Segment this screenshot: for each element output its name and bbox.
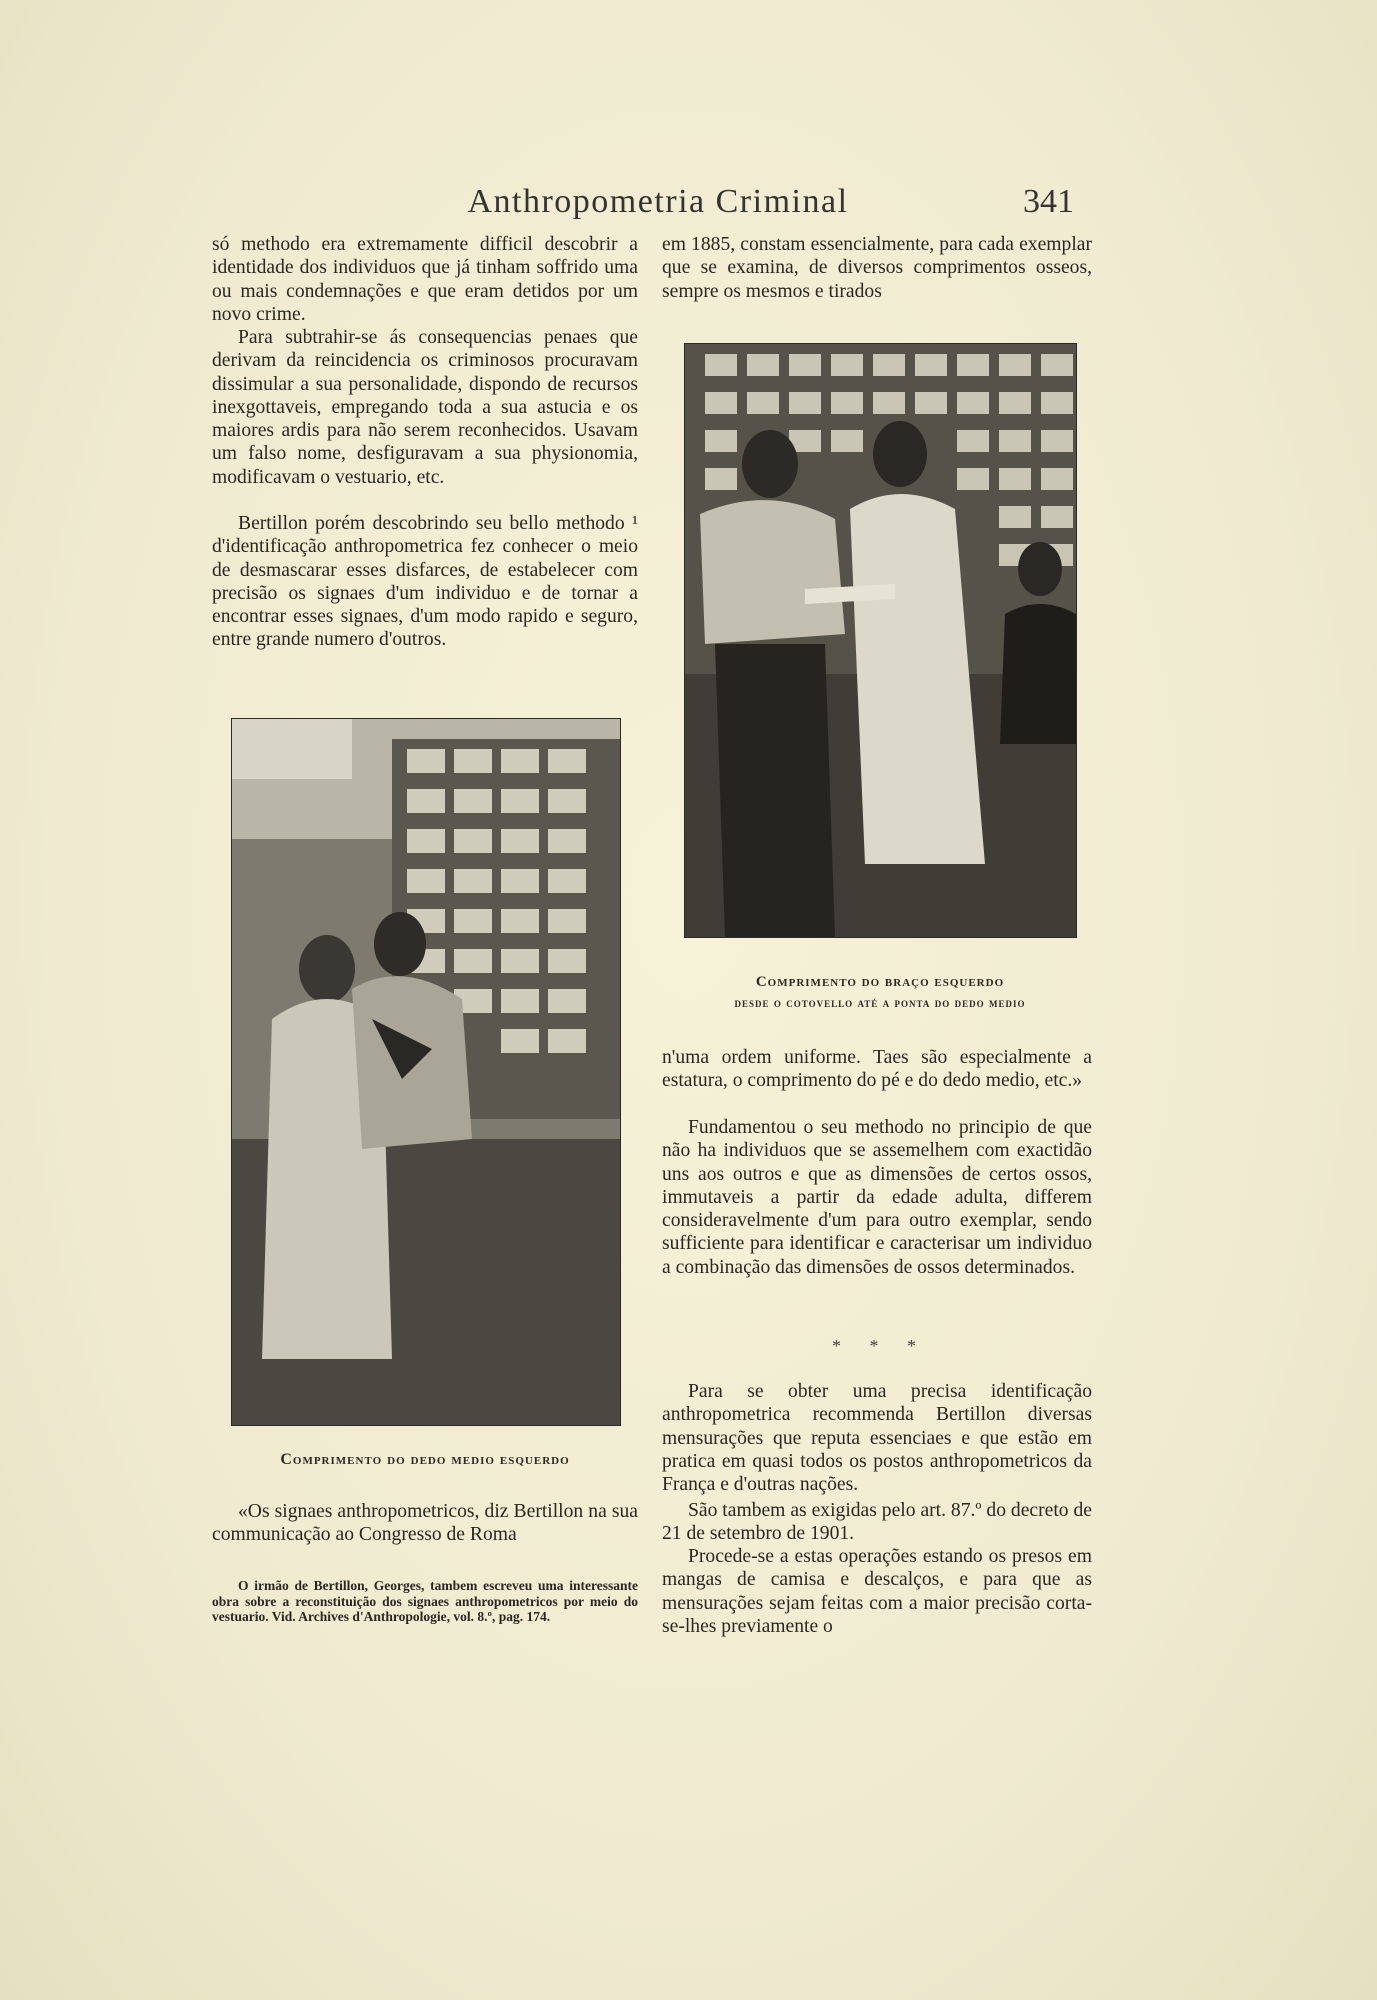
left-paragraph-1: só methodo era extremamente difficil descobrir a identidade dos individuos que já tinham soffrido uma ou mais condemnações e que eram detidos por um novo crime. [212,234,638,325]
right-paragraph-6: Procede-se a estas operações estando os presos em mangas de camisa e descalços, e para que as mensurações sejam feitas com a maior precisão corta-se-lhes previamente o [662,1546,1092,1637]
section-ornament: * * * [832,1336,928,1356]
right-paragraph-4: Para se obter uma precisa identificação anthropometrica recommenda Bertillon diversas mensurações que reputa essenciaes e que estão em pratica em quasi todos os postos anthropometricos da França e d'outras nações. [662,1381,1092,1496]
left-photo-caption: Comprimento do dedo medio esquerdo [280,1451,570,1468]
right-photo-caption-line-1: Comprimento do braço esquerdo [755,974,1005,990]
running-header: Anthropometria Criminal [467,183,849,220]
photo-finger-measurement-image [232,719,620,1425]
right-paragraph-2: n'uma ordem uniforme. Taes são especialmente a estatura, o comprimento do pé e do dedo medio, etc.» [662,1047,1092,1092]
page-number: 341 [1023,183,1074,220]
footnote: O irmão de Bertillon, Georges, tambem escreveu uma interessante obra sobre a reconstituição dos signaes anthropometricos por meio do vestuario. Vid. Archives d'Anthropologie, vol. 8.º, pag. 174. [212,1578,638,1624]
right-photo-caption-line-2: desde o cotovello até a ponta do dedo medio [734,995,1026,1010]
left-paragraph-4: «Os signaes anthropometricos, diz Bertillon na sua communicação ao Congresso de Roma [212,1501,638,1546]
right-paragraph-5: São tambem as exigidas pelo art. 87.º do decreto de 21 de setembro de 1901. [662,1500,1092,1545]
left-paragraph-2: Para subtrahir-se ás consequencias penaes que derivam da reincidencia os criminosos procuravam dissimular a sua personalidade, dispondo de recursos inexgottaveis, empregando toda a sua astucia e os maiores ardis para não serem reconhecidos. Usavam um falso nome, desfiguravam a sua physionomia, modificavam o vestuario, etc. [212,327,638,488]
photo-arm-measurement [684,343,1077,938]
right-photo-caption [640,974,1120,1011]
right-paragraph-1: em 1885, constam essencialmente, para cada exemplar que se examina, de diversos comprimentos osseos, sempre os mesmos e tirados [662,234,1092,302]
photo-arm-measurement-image [685,344,1076,937]
right-paragraph-3: Fundamentou o seu methodo no principio de que não ha individuos que se assemelhem com exactidão uns aos outros e que as dimensões de certos ossos, immutaveis a partir da edade adulta, differem consideravelmente d'um para outro exemplar, sendo sufficiente para identificar e caracterisar um individuo a combinação das dimensões de ossos determinados. [662,1117,1092,1278]
photo-finger-measurement [231,718,621,1426]
left-paragraph-3: Bertillon porém descobrindo seu bello methodo ¹ d'identificação anthropometrica fez conhecer o meio de desmascarar esses disfarces, de estabelecer com precisão os signaes d'um individuo e de tornar a encontrar esses signaes, d'um modo rapido e seguro, entre grande numero d'outros. [212,513,638,651]
